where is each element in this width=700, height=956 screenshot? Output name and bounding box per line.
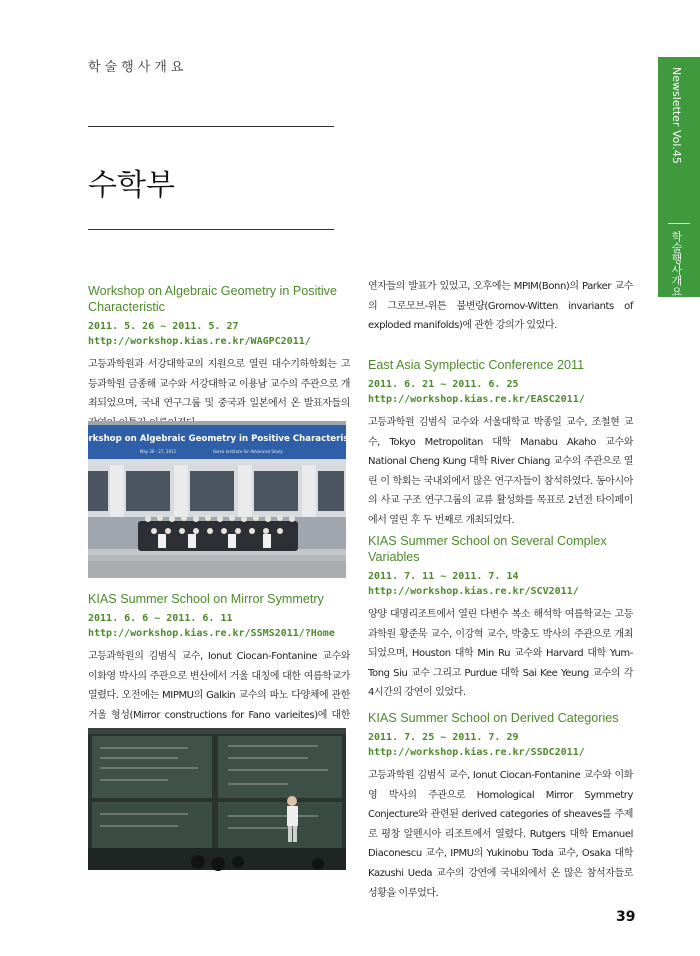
article-title: East Asia Symplectic Conference 2011 xyxy=(368,358,585,372)
article-body: 고등과학원의 김범식 교수, Ionut Ciocan-Fontanine 교수와 이화영 박사의 주관으로 변산에서 거울 대칭에 대한 여름학교가 열렸다. 오전에는 MIPMU의 Galkin 교수의 파노 다양체에 관한 거울 형성(Mirror constructions for Fano varieites)에 대한 xyxy=(88,651,350,721)
side-section-label: 학술행사개요 xyxy=(670,231,683,297)
article-title: KIAS Summer School on Mirror Symmetry xyxy=(88,592,324,606)
article-ssms-continued xyxy=(368,277,633,336)
lecture-photo xyxy=(88,728,346,870)
article-dates: 2011. 5. 26 ~ 2011. 5. 27 xyxy=(88,321,239,332)
article-dates: 2011. 6. 21 ~ 2011. 6. 25 xyxy=(368,379,519,390)
article-scv xyxy=(368,533,633,703)
article-body: 고등과학원 김범식 교수, Ionut Ciocan-Fontanine 교수와 이화영 박사의 주관으로 Homological Mirror Symmetry Conjecture와 관련된 derived categories of sheaves를 주제로 평창 알펜시아 리조트에서 열렸다. Rutgers 대학 Emanuel Diaconescu 교수, IPMU의 Yukinobu Toda 교수, Osaka 대학 Kazushi Ueda 교수의 강연에 국내외에서 온 많은 참석자들로 성황을 이루었다. xyxy=(368,770,633,899)
title-rule-bottom xyxy=(88,229,334,230)
banner-title: Workshop on Algebraic Geometry in Positive Characteristic xyxy=(73,434,361,444)
page-number: 39 xyxy=(616,909,636,925)
article-wagpc xyxy=(88,283,350,433)
article-body: 양양 대명리조트에서 열린 다변수 복소 해석학 여름학교는 고등과학원 황준묵 교수, 이강혁 교수, 박충도 박사의 주관으로 개최되었으며, Houston 대학 Min Ru 교수와 Harvard 대학 Yum-Tong Siu 교수 그리고 Purdue 대학 Sai Kee Yeung 교수의 각 4시간의 강연이 있었다. xyxy=(368,609,633,699)
article-body: 고등과학원과 서강대학교의 지원으로 열린 대수기하학회는 고등과학원 금종해 교수와 서강대학교 이용남 교수의 주관으로 개최되었으며, 국내 연구그룹 및 중국과 일본에서 온 발표자들의 xyxy=(88,359,350,410)
article-body-continued: 연자들의 발표가 있었고, 오후에는 MPIM(Bonn)의 Parker 교수의 그로모브-위튼 불변량(Gromov-Witten invariants of exploded manifolds)에 관한 강의가 있었다. xyxy=(368,281,633,332)
side-tab-divider xyxy=(668,223,690,224)
article-url[interactable]: http://workshop.kias.re.kr/WAGPC2011/ xyxy=(88,336,311,347)
article-title: Workshop on Algebraic Geometry in Positive Characteristic xyxy=(88,284,337,314)
article-body: 고등과학원 김범식 교수와 서울대학교 박종일 교수, 조철현 교수, Tokyo Metropolitan 대학 Manabu Akaho 교수와 National Cheng Kung 대학 River Chiang 교수의 주관으로 열린 이 학회는 국내외에서 많은 연구자들이 참석하였다. 동아시아의 사교 구조 연구그룹의 교류 활성화를 목표로 2년전 타이페이에서 열린 후 두 번째로 개최되었다. xyxy=(368,417,633,526)
article-url[interactable]: http://workshop.kias.re.kr/SCV2011/ xyxy=(368,586,579,597)
article-dates: 2011. 6. 6 ~ 2011. 6. 11 xyxy=(88,613,233,624)
article-dates: 2011. 7. 25 ~ 2011. 7. 29 xyxy=(368,732,519,743)
article-easc xyxy=(368,357,633,531)
article-title: KIAS Summer School on Several Complex Variables xyxy=(368,534,607,564)
article-ssms xyxy=(88,591,350,745)
title-rule-top xyxy=(88,126,334,127)
article-url[interactable]: http://workshop.kias.re.kr/SSDC2011/ xyxy=(368,747,585,758)
banner-org: Korea Institute for Advanced Study xyxy=(213,449,283,454)
article-url[interactable]: http://workshop.kias.re.kr/SSMS2011/?Home xyxy=(88,628,335,639)
article-url[interactable]: http://workshop.kias.re.kr/EASC2011/ xyxy=(368,394,585,405)
page-title: 수학부 xyxy=(88,168,175,203)
article-dates: 2011. 7. 11 ~ 2011. 7. 14 xyxy=(368,571,519,582)
section-label: 학술행사개요 xyxy=(88,60,188,75)
newsletter-label: Newsletter Vol.45 xyxy=(670,67,683,164)
article-ssdc xyxy=(368,710,633,903)
banner-date: May 26 - 27, 2011 xyxy=(139,449,177,454)
group-photo xyxy=(73,421,361,578)
side-tab xyxy=(658,57,700,297)
article-title: KIAS Summer School on Derived Categories xyxy=(368,711,619,725)
